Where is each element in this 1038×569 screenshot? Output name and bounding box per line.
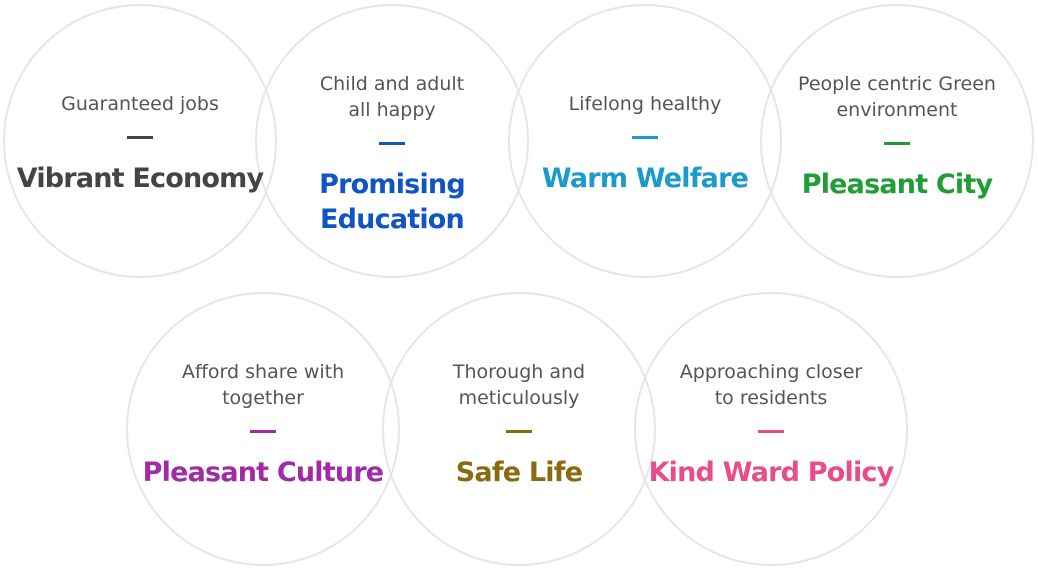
goal-subtitle: Approaching closer to residents: [679, 361, 863, 409]
goal-promising-education: [262, 71, 522, 237]
goal-title: Safe Life: [455, 457, 583, 488]
goal-divider: [250, 430, 276, 433]
goal-title: Pleasant City: [801, 169, 993, 200]
goal-vibrant-economy: [10, 91, 270, 196]
goal-divider: [884, 142, 910, 145]
goal-title: Warm Welfare: [541, 163, 749, 194]
goal-subtitle: Lifelong healthy: [568, 93, 722, 115]
goal-subtitle: People centric Green environment: [798, 73, 996, 121]
goal-pleasant-city: [767, 71, 1027, 202]
goal-divider: [379, 142, 405, 145]
goal-warm-welfare: [515, 91, 775, 196]
goal-pleasant-culture: [133, 359, 393, 490]
goal-title: Pleasant Culture: [142, 457, 384, 488]
goal-title: Promising Education: [319, 169, 465, 235]
goal-subtitle: Child and adult all happy: [319, 73, 465, 121]
goal-divider: [632, 136, 658, 139]
goal-safe-life: [389, 359, 649, 490]
goal-divider: [127, 136, 153, 139]
goal-title: Vibrant Economy: [16, 163, 264, 194]
goal-divider: [758, 430, 784, 433]
goal-title: Kind Ward Policy: [648, 457, 894, 488]
goal-divider: [506, 430, 532, 433]
goal-subtitle: Thorough and meticulously: [452, 361, 586, 409]
goal-kind-ward-policy: [641, 359, 901, 490]
goal-subtitle: Afford share with together: [181, 361, 345, 409]
goal-subtitle: Guaranteed jobs: [61, 93, 219, 115]
